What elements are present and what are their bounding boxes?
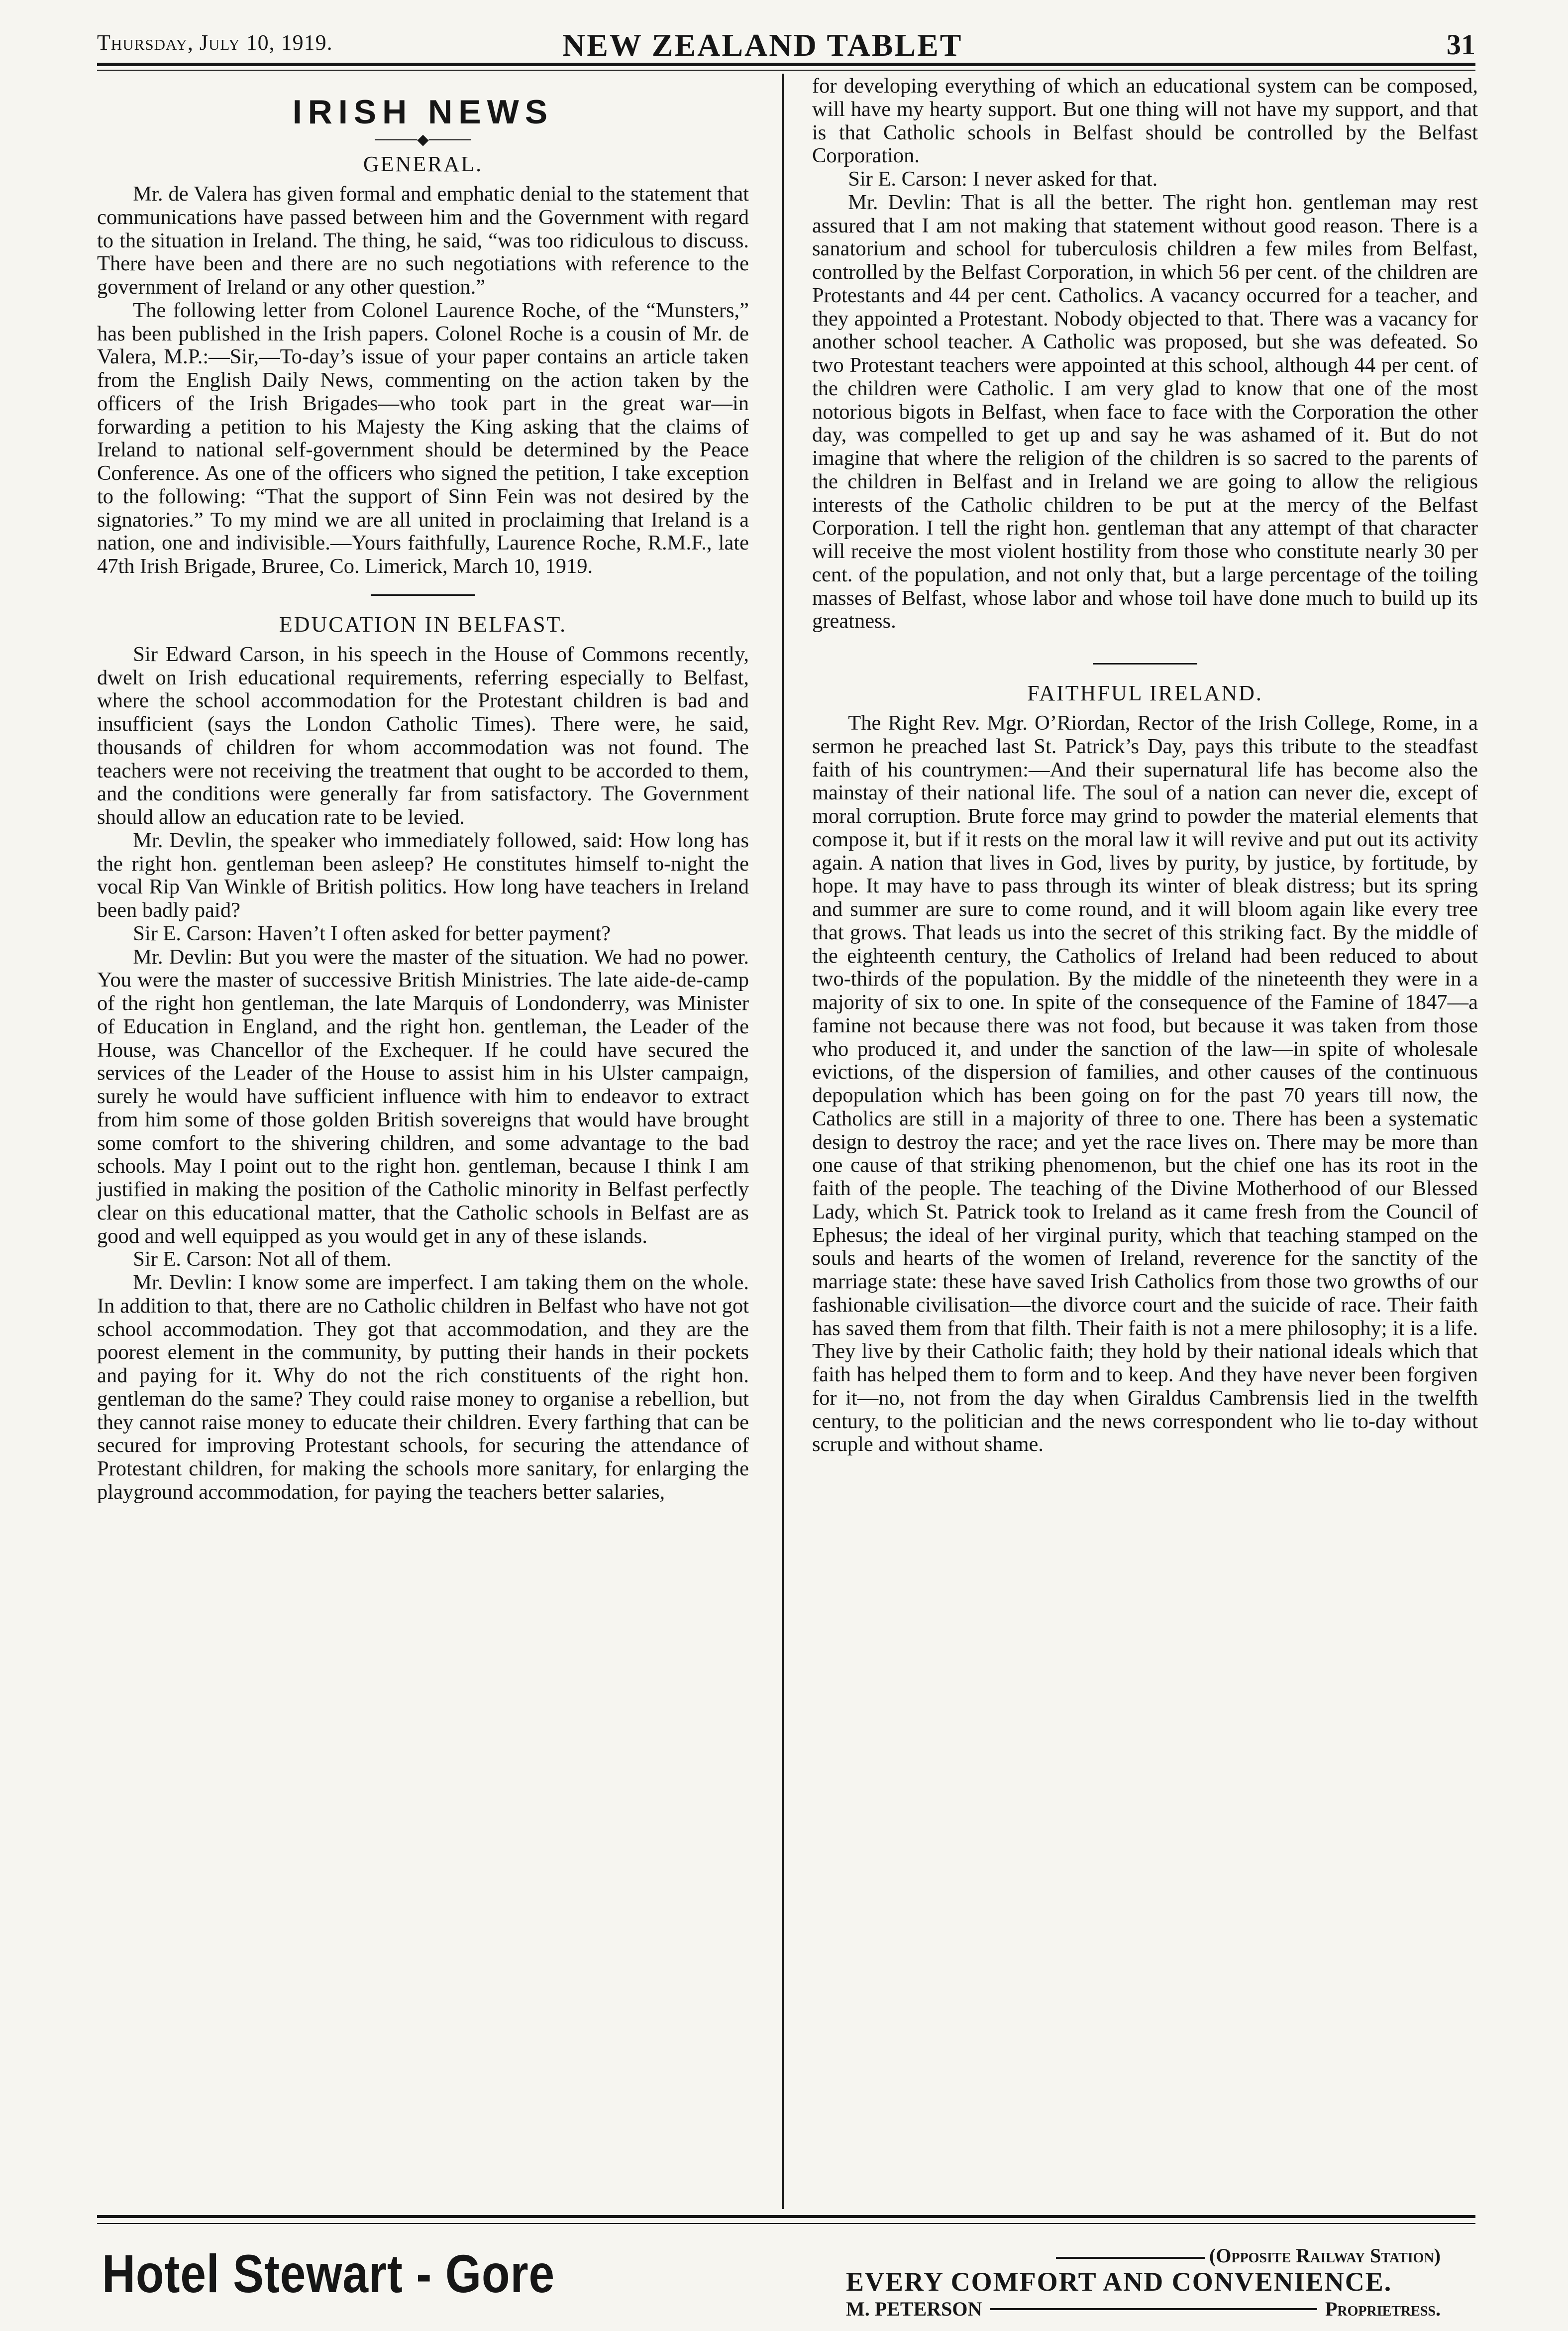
- left-column: [97, 75, 749, 1504]
- right-column: [812, 75, 1478, 1456]
- page-number: 31: [1447, 28, 1475, 61]
- header-rule-thin: [97, 70, 1475, 71]
- article-paragraph: Mr. de Valera has given formal and emphatic denial to the statement that communications have passed between him and the Government with regard to the situation in Ireland. The thing, he said, “was too ridiculous to discuss. There have been and there are no such negotiations with reference to the government of Ireland or any other question.”: [97, 182, 749, 299]
- advert-dash: [1056, 2257, 1205, 2259]
- section-title: IRISH NEWS: [292, 93, 554, 131]
- advert-location-line: [846, 2244, 1441, 2267]
- general-heading: GENERAL.: [363, 152, 483, 176]
- article-paragraph: Sir E. Carson: I never asked for that.: [848, 167, 1158, 191]
- issue-date: Thursday, July 10, 1919.: [97, 30, 333, 55]
- article-paragraph: The following letter from Colonel Laurence Roche, of the “Munsters,” has been published in the Irish papers. Colonel Roche is a cousin of Mr. de Valera, M.P.:—Sir,—To-day’s issue of your paper contains an article taken from the English Daily News, commenting on the action taken by the officers of the Irish Brigades—who took part in the great war—in forwarding a petition to his Majesty the King asking that the claims of Ireland to national self-government should be determined by the Peace Conference. As one of the officers who signed the petition, I take exception to the following: “That the support of Sinn Fein was not desired by the signatories.” To my mind we are all united in proclaiming that Ireland is a nation, one and indivisible.—Yours faithfully, Laurence Roche, R.M.F., late 47th Irish Brigade, Bruree, Co. Limerick, March 10, 1919.: [97, 298, 749, 578]
- hotel-advert-details: [846, 2244, 1441, 2321]
- article-paragraph: Mr. Devlin, the speaker who immediately followed, said: How long has the right hon. gentleman been asleep? He constitutes himself to-night the vocal Rip Van Winkle of British politics. How long have teachers in Ireland been badly paid?: [97, 828, 749, 922]
- header-rule: [97, 63, 1475, 66]
- advert-role: Proprietress.: [1325, 2298, 1441, 2320]
- article-paragraph: Sir E. Carson: Haven’t I often asked for better payment?: [133, 921, 611, 945]
- faithful-heading: FAITHFUL IRELAND.: [1027, 681, 1263, 705]
- article-paragraph: Mr. Devlin: I know some are imperfect. I am taking them on the whole. In addition to that, there are no Catholic children in Belfast who have not got school accommodation. They got that accommodation, and they are the poorest element in the community, by putting their hands in their pockets and paying for it. Why do not the rich constituents of the right hon. gentleman do the same? They could raise money to organise a rebellion, but they cannot raise money to educate their children. Every farthing that can be secured for improving Protestant schools, for securing the attendance of Protestant children, for making the schools more sanitary, for enlarging the playground accommodation, for paying the teachers better salaries,: [97, 1271, 749, 1504]
- advert-proprietor: M. PETERSON: [846, 2298, 982, 2320]
- article-paragraph: Sir E. Carson: Not all of them.: [133, 1247, 392, 1271]
- advert-tagline: EVERY COMFORT AND CONVENIENCE.: [846, 2267, 1392, 2297]
- column-divider: [782, 74, 784, 2209]
- article-paragraph: Mr. Devlin: But you were the master of the situation. We had no power. You were the master of successive British Ministries. The late aide-de-camp of the right hon gentleman, the late Marquis of Londonderry, was Minister of Education in England, and the right hon. gentleman, the Leader of the House, was Chancellor of the Exchequer. If he could have secured the services of the Leader of the House to assist him in his Ulster campaign, surely he would have sufficient influence with him to endeavor to extract from him some of those golden British sovereigns that would have brought some comfort to the shivering children, and some advantage to the bad schools. May I point out to the right hon. gentleman, because I think I am justified in making the position of the Catholic minority in Belfast perfectly clear on this educational matter, that the Catholic schools in Belfast are as good and well equipped as you would get in any of these islands.: [97, 945, 749, 1248]
- advert-location: (Opposite Railway Station): [1209, 2244, 1441, 2267]
- section-separator: [371, 594, 475, 596]
- publication-title: NEW ZEALAND TABLET: [562, 27, 963, 63]
- footer-rule: [97, 2215, 1475, 2218]
- article-paragraph: Sir Edward Carson, in his speech in the House of Commons recently, dwelt on Irish educational requirements, referring especially to Belfast, where the school accommodation for the Protestant children is bad and insufficient (says the London Catholic Times). There were, he said, thousands of children for whom accommodation was not found. The teachers were not receiving the treatment that ought to be accorded to them, and the conditions were generally far from satisfactory. The Government should allow an education rate to be levied.: [97, 642, 749, 829]
- ornament-divider: ────◆────: [375, 131, 471, 148]
- hotel-advert-name: Hotel Stewart - Gore: [102, 2243, 555, 2304]
- footer-rule-thin: [97, 2223, 1475, 2224]
- education-heading: EDUCATION IN BELFAST.: [279, 612, 567, 637]
- article-paragraph: The Right Rev. Mgr. O’Riordan, Rector of the Irish College, Rome, in a sermon he preached last St. Patrick’s Day, pays this tribute to the steadfast faith of his countrymen:—And their supernatural life has become also the mainstay of their national life. The soul of a nation can never die, except of moral corruption. Brute force may grind to powder the material elements that compose it, but if it rests on the moral law it will revive and put out its activity again. A nation that lives in God, lives by purity, by justice, by fortitude, by hope. It may have to pass through its winter of bleak distress; but its spring and summer are sure to come round, and it will bloom again like every tree that grows. That leads us into the secret of this striking fact. By the middle of the eighteenth century, the Catholics of Ireland had been reduced to about two-thirds of the population. By the middle of the nineteenth they were in a majority of six to one. In spite of the consequence of the Famine of 1847—a famine not because there was not food, but because it was taken from those who produced it, and under the sanction of the law—in spite of wholesale evictions, of the dispersion of families, and other causes of the continuous depopulation which has been going on for the past 70 years till now, the Catholics are still in a majority of three to one. There has been a systematic design to destroy the race; and yet the race lives on. There may be more than one cause of that striking phenomenon, but the chief one has its root in the faith of the people. The teaching of the Divine Motherhood of our Blessed Lady, which St. Patrick took to Ireland as it came fresh from the Council of Ephesus; the ideal of her virginal purity, which that teaching stamped on the souls and hearts of the women of Ireland, reverence for the sanctity of the marriage state: these have saved Irish Catholics from those two growths of our fashionable civilisation—the divorce court and the suicide of race. Their faith has saved them from that filth. Their faith is not a mere philosophy; it is a life. They live by their Catholic faith; they hold by their national ideals which that faith has helped them to form and to keep. And they have never been forgiven for it—no, not from the day when Giraldus Cambrensis lied in the twelfth century, to the politician and the news correspondent who lie to-day without scruple and without shame.: [812, 711, 1478, 1456]
- article-paragraph: for developing everything of which an educational system can be composed, will have my hearty support. But one thing will not have my support, and that is that Catholic schools in Belfast should be controlled by the Belfast Corporation.: [812, 74, 1478, 168]
- page-header: [97, 27, 1475, 63]
- advert-proprietor-line: [846, 2297, 1441, 2321]
- advert-dash: [990, 2308, 1317, 2310]
- article-paragraph: Mr. Devlin: That is all the better. The right hon. gentleman may rest assured that I am not making that statement without good reason. There is a sanatorium and school for tuberculosis children a few miles from Belfast, controlled by the Belfast Corporation, in which 56 per cent. of the children are Protestants and 44 per cent. Catholics. A vacancy occurred for a teacher, and they appointed a Protestant. Nobody objected to that. There was a vacancy for another school teacher. A Catholic was proposed, but she was defeated. So two Protestant teachers were appointed at this school, although 44 per cent. of the children were Catholic. I am very glad to know that one of the most notorious bigots in Belfast, when face to face with the Corporation the other day, was compelled to get up and say he was ashamed of it. But do not imagine that where the religion of the children is so sacred to the parents of the children in Belfast and in Ireland we are going to allow the religious interests of the Catholic children to be put at the mercy of the Belfast Corporation. I tell the right hon. gentleman that any attempt of that character will receive the most violent hostility from those who constitute nearly 30 per cent. of the population, and not only that, but a large percentage of the toiling masses of Belfast, whose labor and whose toil have done much to build up its greatness.: [812, 190, 1478, 633]
- section-separator: [1093, 663, 1197, 665]
